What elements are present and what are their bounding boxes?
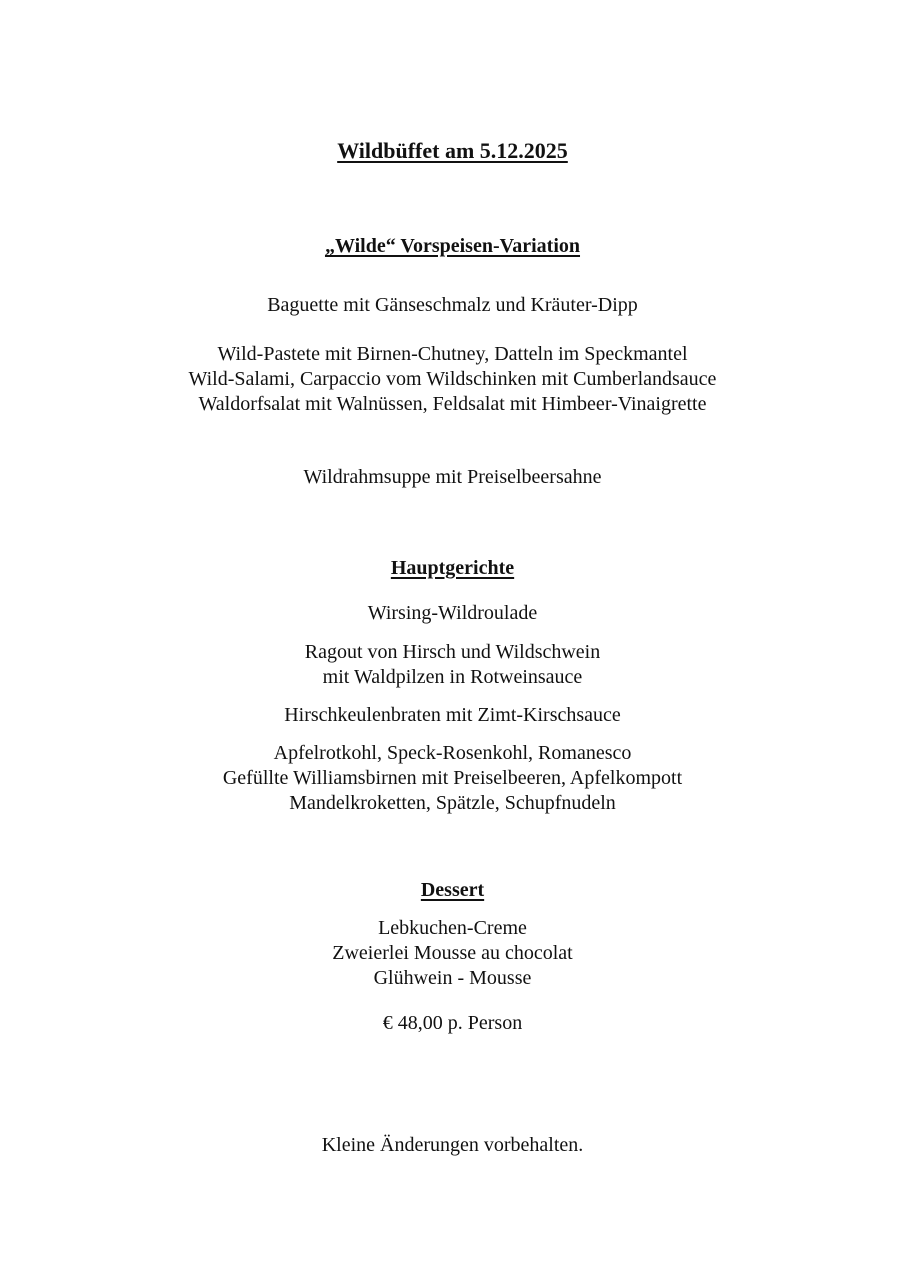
main-item: mit Waldpilzen in Rotweinsauce bbox=[322, 666, 583, 688]
dessert-item: Zweierlei Mousse au chocolat bbox=[332, 942, 573, 964]
starters-heading: „Wilde“ Vorspeisen-Variation bbox=[324, 235, 581, 257]
side-item: Apfelrotkohl, Speck-Rosenkohl, Romanesco bbox=[273, 742, 632, 764]
page-title: Wildbüffet am 5.12.2025 bbox=[337, 138, 568, 163]
mains-heading: Hauptgerichte bbox=[390, 557, 515, 579]
dessert-item: Glühwein - Mousse bbox=[373, 967, 532, 989]
side-item: Mandelkroketten, Spätzle, Schupfnudeln bbox=[289, 792, 616, 814]
side-item: Gefüllte Williamsbirnen mit Preiselbeeren, Apfelkompott bbox=[222, 767, 683, 789]
starter-item: Waldorfsalat mit Walnüssen, Feldsalat mit Himbeer-Vinaigrette bbox=[198, 393, 707, 415]
soup-item: Wildrahmsuppe mit Preiselbeersahne bbox=[303, 466, 602, 488]
main-item: Hirschkeulenbraten mit Zimt-Kirschsauce bbox=[284, 704, 621, 726]
starter-item: Wild-Salami, Carpaccio vom Wildschinken mit Cumberlandsauce bbox=[188, 368, 717, 390]
main-item: Ragout von Hirsch und Wildschwein bbox=[304, 641, 601, 663]
starter-item: Baguette mit Gänseschmalz und Kräuter-Dipp bbox=[267, 294, 638, 316]
footer-note: Kleine Änderungen vorbehalten. bbox=[321, 1134, 584, 1156]
starter-item: Wild-Pastete mit Birnen-Chutney, Datteln im Speckmantel bbox=[217, 343, 688, 365]
dessert-heading: Dessert bbox=[420, 879, 485, 901]
dessert-item: Lebkuchen-Creme bbox=[378, 917, 527, 939]
main-item: Wirsing-Wildroulade bbox=[367, 602, 538, 624]
price-text: € 48,00 p. Person bbox=[382, 1012, 523, 1034]
